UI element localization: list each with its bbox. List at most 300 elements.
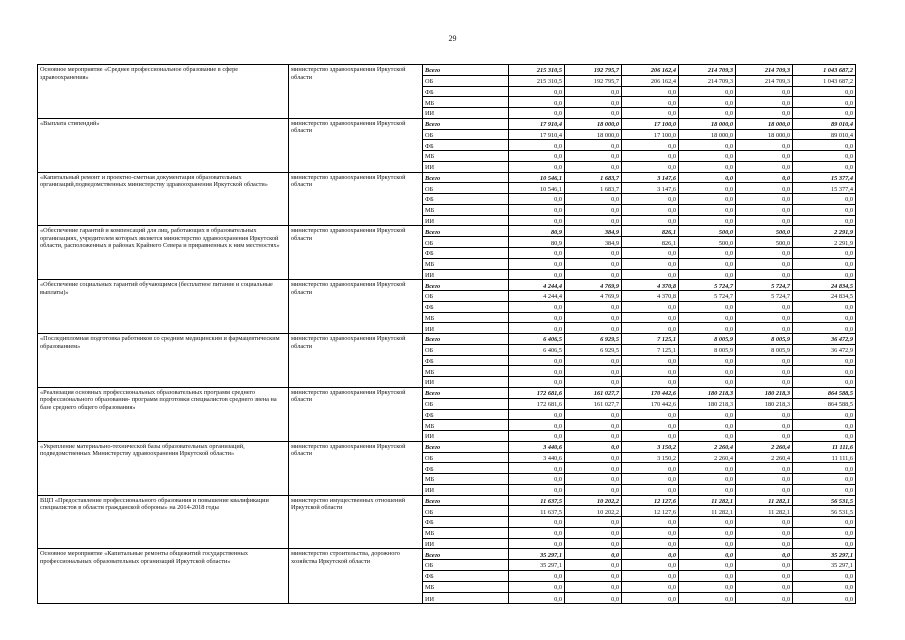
amount-cell: 0,0 [793, 248, 856, 259]
amount-cell: 214 709,3 [736, 65, 793, 76]
amount-cell: 0,0 [736, 549, 793, 560]
amount-cell: 0,0 [622, 549, 679, 560]
amount-cell: 0,0 [622, 215, 679, 226]
table-row [38, 549, 856, 560]
amount-cell: 0,0 [565, 140, 622, 151]
amount-cell: 0,0 [793, 97, 856, 108]
amount-cell: 8 005,9 [736, 344, 793, 355]
amount-cell: 0,0 [509, 312, 565, 323]
funding-source: Всего [423, 65, 509, 76]
amount-cell: 0,0 [736, 323, 793, 334]
amount-cell: 0,0 [565, 560, 622, 571]
funding-source: ФБ [423, 301, 509, 312]
amount-cell: 17 910,4 [509, 129, 565, 140]
amount-cell: 6 406,5 [509, 344, 565, 355]
amount-cell: 826,1 [622, 237, 679, 248]
amount-cell: 0,0 [622, 538, 679, 549]
funding-source: ИИ [423, 269, 509, 280]
amount-cell: 161 027,7 [565, 398, 622, 409]
amount-cell: 0,0 [679, 463, 736, 474]
amount-cell: 0,0 [679, 86, 736, 97]
activity-name: «Выплата стипендий» [38, 118, 289, 172]
amount-cell: 0,0 [793, 527, 856, 538]
amount-cell: 2 260,4 [679, 452, 736, 463]
amount-cell: 0,0 [736, 355, 793, 366]
activity-name: «Капитальный ремонт и проектно-сметная документация образовательных организаций,подведомственных министерству здравоохранения Иркутской области» [38, 172, 289, 226]
amount-cell: 11 111,6 [793, 452, 856, 463]
amount-cell: 0,0 [793, 366, 856, 377]
amount-cell: 0,0 [679, 420, 736, 431]
amount-cell: 0,0 [565, 570, 622, 581]
responsible-org: министерство здравоохранения Иркутской области [289, 441, 423, 495]
amount-cell: 0,0 [736, 517, 793, 528]
amount-cell: 0,0 [736, 312, 793, 323]
amount-cell: 0,0 [736, 431, 793, 442]
amount-cell: 0,0 [736, 581, 793, 592]
funding-source: МБ [423, 527, 509, 538]
funding-source: ОБ [423, 291, 509, 302]
amount-cell: 0,0 [622, 517, 679, 528]
amount-cell: 0,0 [509, 248, 565, 259]
amount-cell: 0,0 [679, 366, 736, 377]
amount-cell: 11 111,6 [793, 441, 856, 452]
amount-cell: 0,0 [736, 140, 793, 151]
amount-cell: 0,0 [509, 484, 565, 495]
amount-cell: 56 531,5 [793, 495, 856, 506]
amount-cell: 3 147,6 [622, 183, 679, 194]
amount-cell: 0,0 [736, 215, 793, 226]
amount-cell: 215 310,5 [509, 65, 565, 76]
funding-source: Всего [423, 334, 509, 345]
amount-cell: 0,0 [509, 97, 565, 108]
amount-cell: 0,0 [793, 194, 856, 205]
responsible-org: министерство здравоохранения Иркутской области [289, 172, 423, 226]
funding-source: ОБ [423, 560, 509, 571]
amount-cell: 0,0 [565, 409, 622, 420]
funding-source: МБ [423, 97, 509, 108]
amount-cell: 0,0 [509, 570, 565, 581]
amount-cell: 0,0 [736, 560, 793, 571]
activity-name: Основное мероприятие «Среднее профессиональное образование в сфере здравоохранения» [38, 65, 289, 119]
amount-cell: 10 546,1 [509, 172, 565, 183]
amount-cell: 0,0 [622, 86, 679, 97]
amount-cell: 0,0 [565, 484, 622, 495]
amount-cell: 0,0 [736, 474, 793, 485]
amount-cell: 4 769,9 [565, 280, 622, 291]
amount-cell: 0,0 [622, 431, 679, 442]
amount-cell: 0,0 [793, 355, 856, 366]
amount-cell: 500,0 [679, 237, 736, 248]
amount-cell: 0,0 [622, 194, 679, 205]
amount-cell: 0,0 [793, 377, 856, 388]
amount-cell: 864 588,5 [793, 387, 856, 398]
amount-cell: 10 202,2 [565, 495, 622, 506]
funding-source: Всего [423, 495, 509, 506]
amount-cell: 0,0 [509, 151, 565, 162]
amount-cell: 0,0 [509, 517, 565, 528]
funding-source: ИИ [423, 377, 509, 388]
amount-cell: 0,0 [565, 463, 622, 474]
amount-cell: 180 218,3 [736, 398, 793, 409]
amount-cell: 0,0 [679, 151, 736, 162]
amount-cell: 0,0 [565, 258, 622, 269]
amount-cell: 24 834,5 [793, 280, 856, 291]
amount-cell: 0,0 [565, 377, 622, 388]
amount-cell: 0,0 [679, 409, 736, 420]
funding-source: Всего [423, 280, 509, 291]
table-row [38, 172, 856, 183]
amount-cell: 0,0 [565, 355, 622, 366]
amount-cell: 0,0 [509, 409, 565, 420]
amount-cell: 0,0 [509, 140, 565, 151]
amount-cell: 0,0 [793, 474, 856, 485]
amount-cell: 214 709,3 [736, 75, 793, 86]
amount-cell: 0,0 [622, 377, 679, 388]
amount-cell: 0,0 [679, 517, 736, 528]
amount-cell: 0,0 [679, 484, 736, 495]
amount-cell: 0,0 [565, 474, 622, 485]
amount-cell: 0,0 [565, 538, 622, 549]
amount-cell: 0,0 [565, 108, 622, 119]
funding-source: ФБ [423, 140, 509, 151]
responsible-org: министерство здравоохранения Иркутской области [289, 65, 423, 119]
amount-cell: 0,0 [736, 377, 793, 388]
amount-cell: 0,0 [509, 431, 565, 442]
amount-cell: 0,0 [793, 140, 856, 151]
amount-cell: 18 000,0 [679, 118, 736, 129]
amount-cell: 0,0 [509, 194, 565, 205]
amount-cell: 0,0 [509, 269, 565, 280]
amount-cell: 11 637,5 [509, 495, 565, 506]
funding-source: МБ [423, 258, 509, 269]
amount-cell: 0,0 [622, 409, 679, 420]
amount-cell: 2 260,4 [736, 441, 793, 452]
amount-cell: 0,0 [622, 474, 679, 485]
amount-cell: 3 147,6 [622, 172, 679, 183]
table-row [38, 441, 856, 452]
funding-source: ИИ [423, 108, 509, 119]
amount-cell: 0,0 [565, 151, 622, 162]
amount-cell: 6 406,5 [509, 334, 565, 345]
amount-cell: 0,0 [622, 570, 679, 581]
funding-source: МБ [423, 420, 509, 431]
amount-cell: 0,0 [565, 431, 622, 442]
funding-source: ОБ [423, 452, 509, 463]
amount-cell: 0,0 [509, 258, 565, 269]
financing-table [37, 64, 856, 604]
responsible-org: министерство здравоохранения Иркутской области [289, 226, 423, 280]
amount-cell: 18 000,0 [736, 118, 793, 129]
responsible-org: министерство здравоохранения Иркутской области [289, 334, 423, 388]
amount-cell: 35 297,1 [793, 549, 856, 560]
amount-cell: 0,0 [679, 581, 736, 592]
table-row [38, 334, 856, 345]
amount-cell: 0,0 [622, 301, 679, 312]
amount-cell: 0,0 [736, 172, 793, 183]
amount-cell: 0,0 [793, 409, 856, 420]
amount-cell: 0,0 [679, 215, 736, 226]
amount-cell: 0,0 [679, 377, 736, 388]
amount-cell: 180 218,3 [679, 387, 736, 398]
amount-cell: 3 440,6 [509, 441, 565, 452]
amount-cell: 0,0 [793, 204, 856, 215]
amount-cell: 17 100,0 [622, 129, 679, 140]
amount-cell: 0,0 [679, 108, 736, 119]
funding-source: Всего [423, 172, 509, 183]
amount-cell: 4 769,9 [565, 291, 622, 302]
amount-cell: 0,0 [736, 366, 793, 377]
funding-source: МБ [423, 581, 509, 592]
amount-cell: 0,0 [679, 301, 736, 312]
amount-cell: 0,0 [565, 441, 622, 452]
amount-cell: 18 000,0 [565, 129, 622, 140]
amount-cell: 3 150,2 [622, 452, 679, 463]
amount-cell: 0,0 [679, 204, 736, 215]
amount-cell: 0,0 [736, 86, 793, 97]
amount-cell: 180 218,3 [736, 387, 793, 398]
amount-cell: 0,0 [509, 323, 565, 334]
amount-cell: 11 637,5 [509, 506, 565, 517]
amount-cell: 18 000,0 [679, 129, 736, 140]
amount-cell: 0,0 [565, 420, 622, 431]
amount-cell: 0,0 [679, 194, 736, 205]
amount-cell: 0,0 [509, 161, 565, 172]
amount-cell: 0,0 [736, 183, 793, 194]
funding-source: ФБ [423, 355, 509, 366]
amount-cell: 0,0 [622, 140, 679, 151]
amount-cell: 170 442,6 [622, 398, 679, 409]
amount-cell: 0,0 [736, 409, 793, 420]
amount-cell: 0,0 [509, 463, 565, 474]
amount-cell: 0,0 [679, 560, 736, 571]
amount-cell: 24 834,5 [793, 291, 856, 302]
amount-cell: 0,0 [509, 108, 565, 119]
amount-cell: 5 724,7 [736, 291, 793, 302]
amount-cell: 1 683,7 [565, 172, 622, 183]
funding-source: ИИ [423, 484, 509, 495]
funding-source: ФБ [423, 86, 509, 97]
amount-cell: 0,0 [622, 161, 679, 172]
amount-cell: 0,0 [736, 463, 793, 474]
amount-cell: 0,0 [679, 592, 736, 603]
amount-cell: 0,0 [622, 151, 679, 162]
responsible-org: министерство здравоохранения Иркутской области [289, 280, 423, 334]
activity-name: Основное мероприятие «Капитальные ремонты общежитий государственных профессиональных образовательных организаций Иркутской области» [38, 549, 289, 604]
amount-cell: 7 125,1 [622, 344, 679, 355]
amount-cell: 17 910,4 [509, 118, 565, 129]
funding-source: ФБ [423, 570, 509, 581]
amount-cell: 10 546,1 [509, 183, 565, 194]
amount-cell: 192 795,7 [565, 75, 622, 86]
amount-cell: 56 531,5 [793, 506, 856, 517]
amount-cell: 0,0 [622, 323, 679, 334]
amount-cell: 0,0 [793, 215, 856, 226]
funding-source: Всего [423, 226, 509, 237]
table-row [38, 226, 856, 237]
amount-cell: 0,0 [679, 97, 736, 108]
amount-cell: 0,0 [793, 463, 856, 474]
amount-cell: 89 010,4 [793, 129, 856, 140]
amount-cell: 192 795,7 [565, 65, 622, 76]
activity-name: «Реализация основных профессиональных образовательных программ среднего профессионального образования- программ подготовки специалистов среднего звена на базе среднего общего образования» [38, 387, 289, 441]
amount-cell: 0,0 [793, 108, 856, 119]
amount-cell: 0,0 [679, 431, 736, 442]
amount-cell: 0,0 [793, 269, 856, 280]
amount-cell: 0,0 [679, 549, 736, 560]
amount-cell: 0,0 [793, 581, 856, 592]
amount-cell: 170 442,6 [622, 387, 679, 398]
amount-cell: 0,0 [509, 474, 565, 485]
amount-cell: 0,0 [509, 592, 565, 603]
amount-cell: 7 125,1 [622, 334, 679, 345]
table-row [38, 65, 856, 76]
amount-cell: 0,0 [736, 204, 793, 215]
amount-cell: 17 100,0 [622, 118, 679, 129]
amount-cell: 0,0 [736, 161, 793, 172]
responsible-org: министерство имущественных отношений Иркутской области [289, 495, 423, 549]
amount-cell: 11 282,1 [736, 495, 793, 506]
amount-cell: 6 929,5 [565, 344, 622, 355]
amount-cell: 0,0 [565, 549, 622, 560]
amount-cell: 0,0 [736, 194, 793, 205]
amount-cell: 15 377,4 [793, 183, 856, 194]
amount-cell: 0,0 [565, 452, 622, 463]
amount-cell: 0,0 [679, 570, 736, 581]
amount-cell: 172 681,6 [509, 387, 565, 398]
amount-cell: 0,0 [565, 517, 622, 528]
amount-cell: 500,0 [736, 226, 793, 237]
funding-source: Всего [423, 549, 509, 560]
funding-source: Всего [423, 387, 509, 398]
amount-cell: 2 291,9 [793, 226, 856, 237]
amount-cell: 0,0 [622, 258, 679, 269]
amount-cell: 4 244,4 [509, 291, 565, 302]
activity-name: «Обеспечение социальных гарантий обучающимся (бесплатное питание и социальные выплаты)» [38, 280, 289, 334]
funding-source: МБ [423, 312, 509, 323]
amount-cell: 0,0 [509, 86, 565, 97]
amount-cell: 11 282,1 [679, 495, 736, 506]
amount-cell: 11 282,1 [679, 506, 736, 517]
amount-cell: 0,0 [509, 366, 565, 377]
amount-cell: 0,0 [565, 366, 622, 377]
funding-source: ОБ [423, 506, 509, 517]
funding-source: ФБ [423, 463, 509, 474]
funding-source: МБ [423, 474, 509, 485]
table-row [38, 387, 856, 398]
page-number: 29 [448, 34, 457, 43]
activity-name: «Последипломная подготовка работников со средним медицинским и фармацевтическим образованием» [38, 334, 289, 388]
amount-cell: 3 440,6 [509, 452, 565, 463]
amount-cell: 0,0 [679, 140, 736, 151]
amount-cell: 1 683,7 [565, 183, 622, 194]
funding-source: ФБ [423, 194, 509, 205]
funding-source: ОБ [423, 398, 509, 409]
funding-source: ОБ [423, 237, 509, 248]
funding-source: ИИ [423, 592, 509, 603]
responsible-org: министерство здравоохранения Иркутской области [289, 118, 423, 172]
amount-cell: 0,0 [622, 108, 679, 119]
amount-cell: 0,0 [565, 581, 622, 592]
amount-cell: 864 588,5 [793, 398, 856, 409]
amount-cell: 6 929,5 [565, 334, 622, 345]
amount-cell: 12 127,6 [622, 506, 679, 517]
table-row [38, 118, 856, 129]
amount-cell: 0,0 [565, 194, 622, 205]
amount-cell: 0,0 [793, 161, 856, 172]
amount-cell: 206 162,4 [622, 65, 679, 76]
amount-cell: 0,0 [565, 527, 622, 538]
amount-cell: 0,0 [679, 258, 736, 269]
amount-cell: 2 291,9 [793, 237, 856, 248]
amount-cell: 0,0 [509, 204, 565, 215]
amount-cell: 0,0 [679, 323, 736, 334]
funding-source: ОБ [423, 183, 509, 194]
amount-cell: 0,0 [565, 269, 622, 280]
funding-source: ОБ [423, 129, 509, 140]
amount-cell: 89 010,4 [793, 118, 856, 129]
amount-cell: 206 162,4 [622, 75, 679, 86]
amount-cell: 172 681,6 [509, 398, 565, 409]
amount-cell: 15 377,4 [793, 172, 856, 183]
amount-cell: 215 310,5 [509, 75, 565, 86]
amount-cell: 0,0 [736, 570, 793, 581]
amount-cell: 0,0 [679, 248, 736, 259]
amount-cell: 0,0 [565, 97, 622, 108]
funding-source: ИИ [423, 161, 509, 172]
amount-cell: 0,0 [565, 215, 622, 226]
amount-cell: 8 005,9 [679, 344, 736, 355]
amount-cell: 36 472,9 [793, 334, 856, 345]
amount-cell: 0,0 [736, 269, 793, 280]
amount-cell: 0,0 [736, 151, 793, 162]
funding-source: МБ [423, 151, 509, 162]
amount-cell: 0,0 [509, 377, 565, 388]
amount-cell: 0,0 [736, 258, 793, 269]
amount-cell: 0,0 [565, 301, 622, 312]
amount-cell: 0,0 [679, 538, 736, 549]
funding-source: ИИ [423, 431, 509, 442]
amount-cell: 0,0 [679, 527, 736, 538]
activity-name: ВЦП «Предоставление профессионального образования и повышение квалификации специалистов в области гражданской обороны» на 2014-2018 годы [38, 495, 289, 549]
amount-cell: 0,0 [679, 172, 736, 183]
amount-cell: 35 297,1 [509, 560, 565, 571]
amount-cell: 0,0 [509, 420, 565, 431]
amount-cell: 0,0 [622, 420, 679, 431]
amount-cell: 0,0 [736, 248, 793, 259]
amount-cell: 0,0 [736, 484, 793, 495]
amount-cell: 80,9 [509, 226, 565, 237]
amount-cell: 0,0 [622, 560, 679, 571]
amount-cell: 11 282,1 [736, 506, 793, 517]
amount-cell: 500,0 [736, 237, 793, 248]
amount-cell: 0,0 [622, 97, 679, 108]
amount-cell: 384,9 [565, 237, 622, 248]
amount-cell: 0,0 [736, 538, 793, 549]
amount-cell: 0,0 [565, 248, 622, 259]
funding-source: ИИ [423, 323, 509, 334]
amount-cell: 0,0 [509, 581, 565, 592]
amount-cell: 0,0 [679, 474, 736, 485]
amount-cell: 161 027,7 [565, 387, 622, 398]
amount-cell: 1 043 687,2 [793, 65, 856, 76]
amount-cell: 5 724,7 [679, 291, 736, 302]
amount-cell: 4 244,4 [509, 280, 565, 291]
amount-cell: 0,0 [679, 312, 736, 323]
amount-cell: 214 709,3 [679, 75, 736, 86]
amount-cell: 0,0 [679, 161, 736, 172]
amount-cell: 0,0 [736, 97, 793, 108]
amount-cell: 0,0 [622, 484, 679, 495]
